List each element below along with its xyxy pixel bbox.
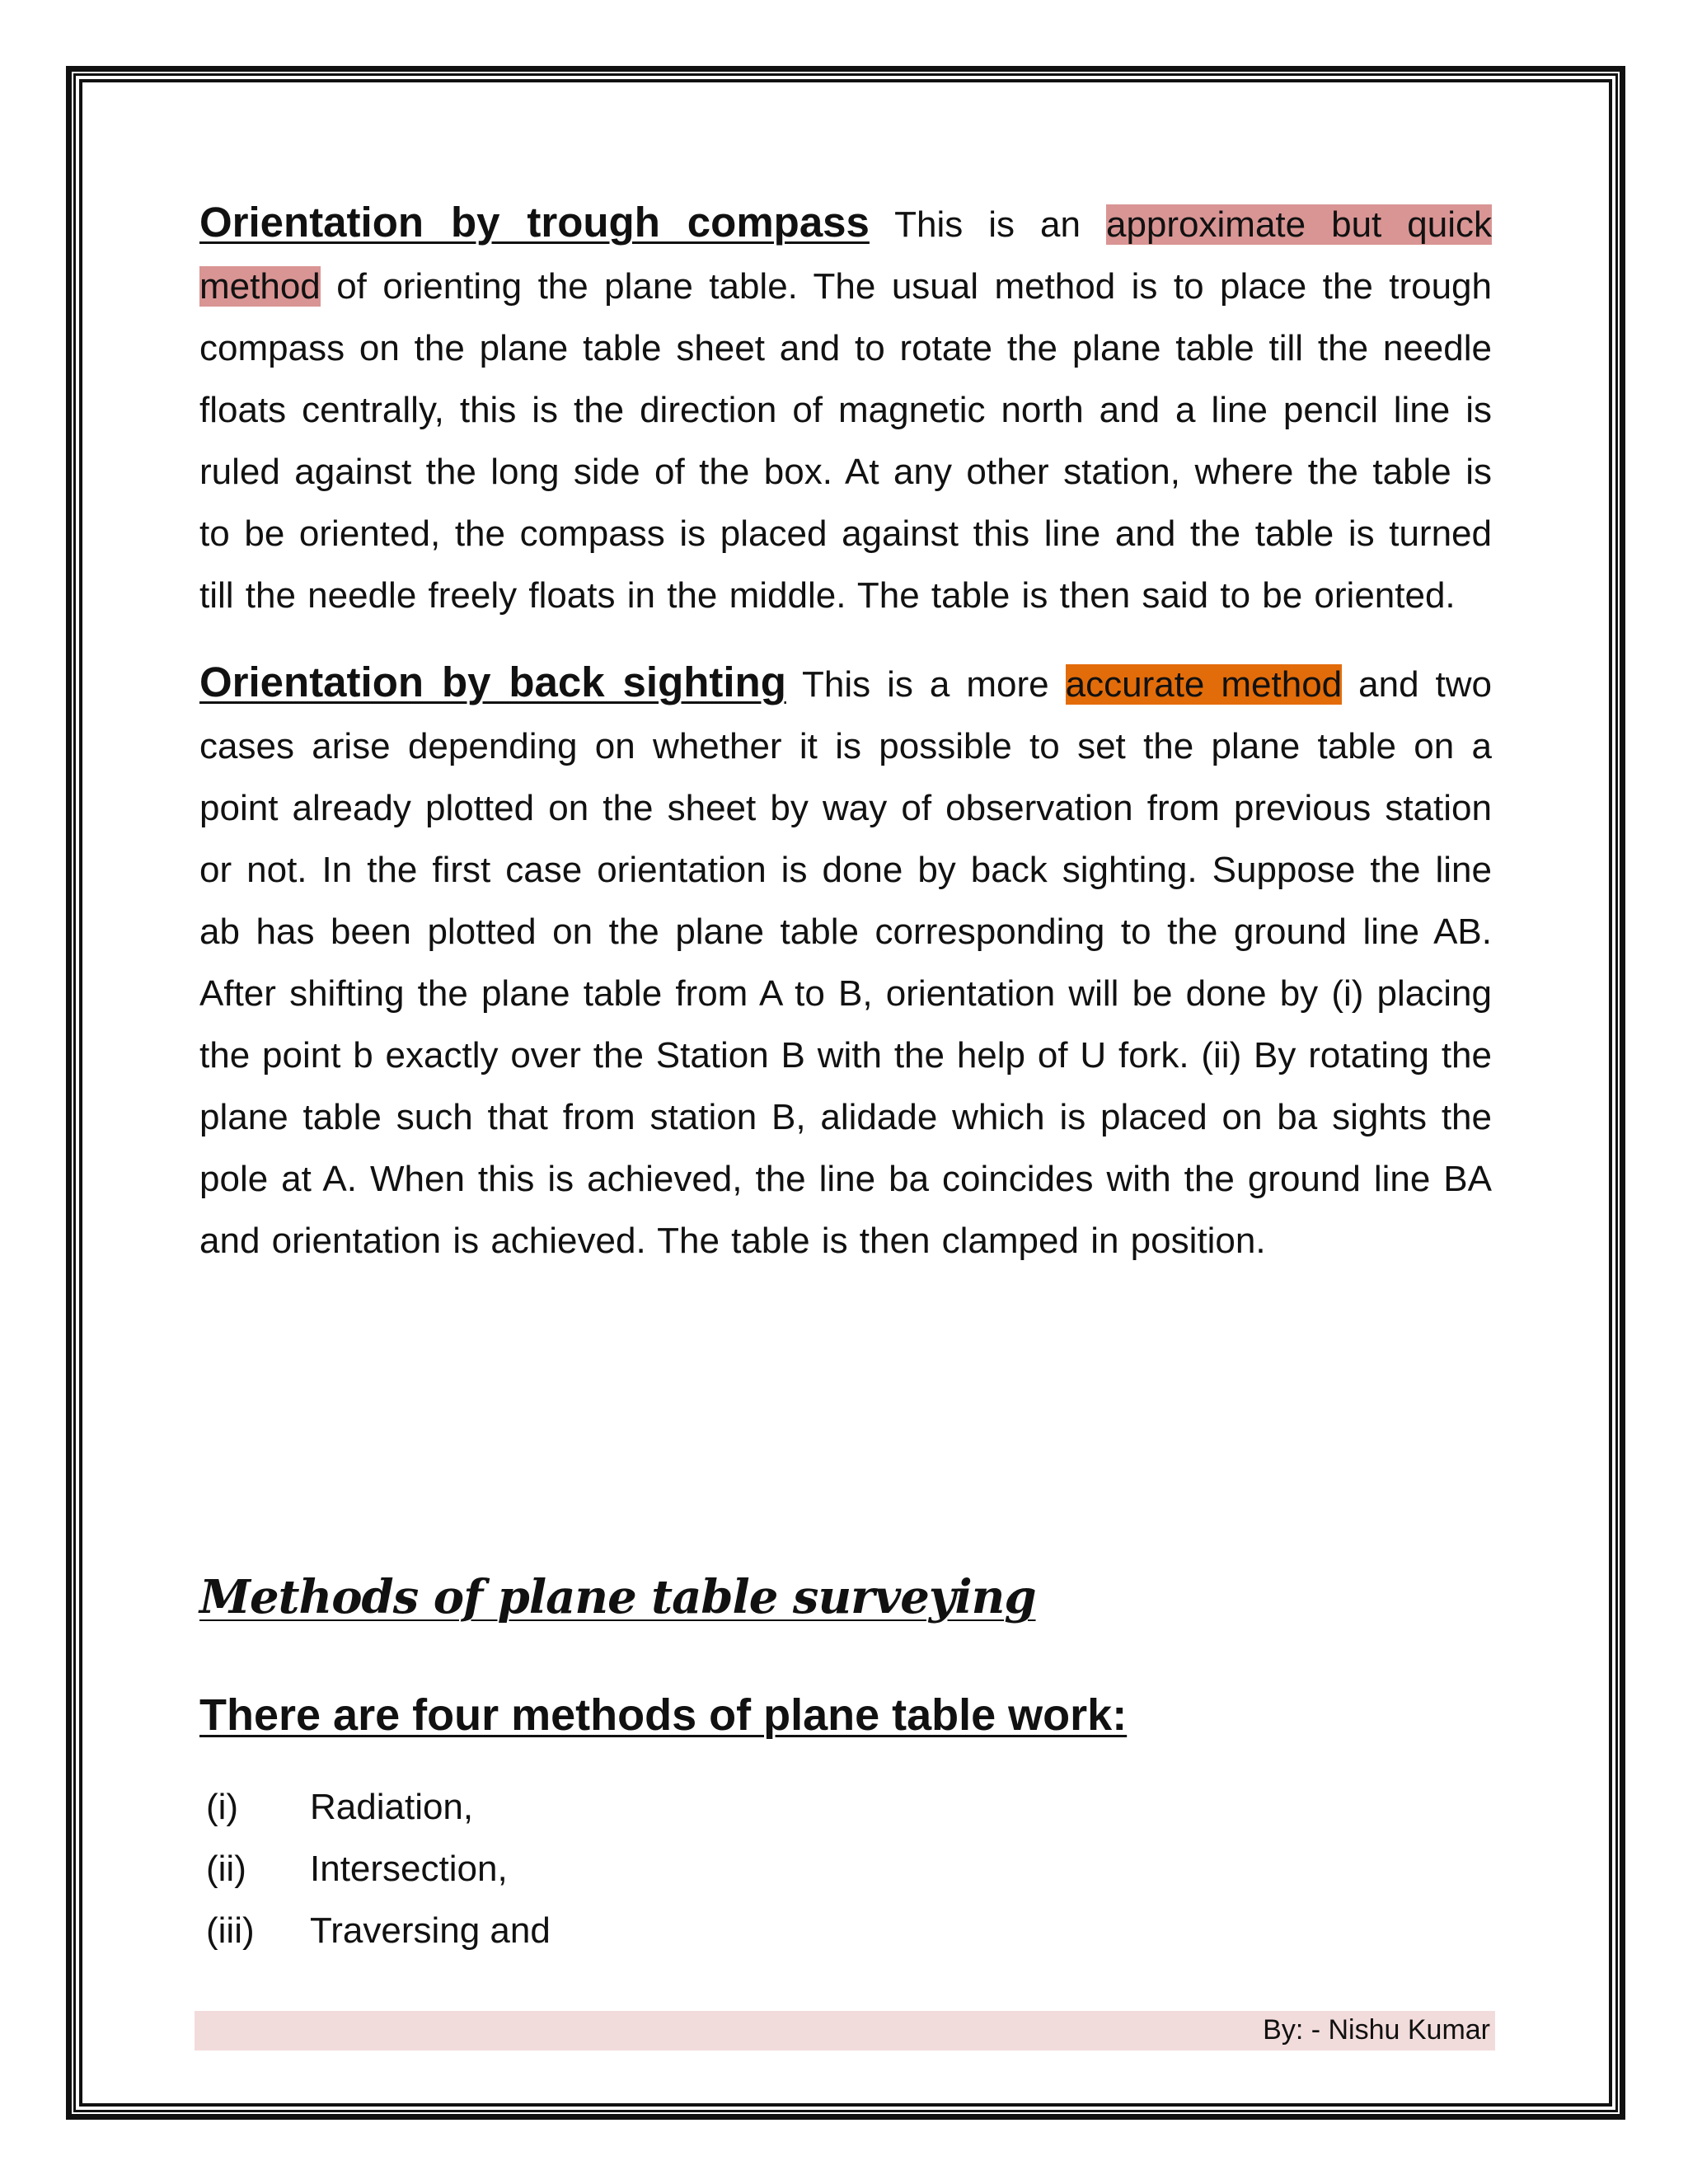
list-item-label: Traversing and	[310, 1910, 551, 1951]
section-subtitle: There are four methods of plane table work:	[199, 1690, 1128, 1740]
footer-bar	[195, 2011, 1495, 2050]
list-item-number: (ii)	[206, 1848, 246, 1889]
highlighted-phrase: accurate method	[1065, 664, 1343, 705]
list-item	[206, 1776, 551, 1838]
methods-list	[206, 1776, 551, 1961]
list-item-number: (iii)	[206, 1910, 255, 1951]
section-title: Methods of plane table surveying	[199, 1570, 1036, 1624]
document-body	[199, 191, 1492, 1272]
paragraph-text: of orienting the plane table. The usual method is to place the trough compass on the plane table sheet and to rotate the plane table till the needle floats centrally, this is the direction of magnetic north and a line pencil line is ruled against the long side of the box. At any other station, where the table is to be oriented, the compass is placed against this line and the table is turned till the needle freely floats in the middle. The table is then said to be oriented.	[199, 266, 1492, 616]
heading-trough-compass: Orientation by trough compass	[199, 199, 870, 246]
paragraph-text: and two cases arise depending on whether it is possible to set the plane table on a point already plotted on the sheet by way of observation from previous station or not. In the first case orientation is done by back sighting. Suppose the line ab has been plotted on the plane table corresponding to the ground line AB. After shifting the plane table from A to B, orientation will be done by (i) placing the point b exactly over the Station B with the help of U fork. (ii) By rotating the plane table such that from station B, alidade which is placed on ba sights the pole at A. When this is achieved, the line ba coincides with the ground line BA and orientation is achieved. The table is then clamped in position.	[199, 664, 1492, 1261]
list-item	[206, 1900, 551, 1961]
paragraph-intro: This is an	[869, 204, 1106, 245]
list-item	[206, 1838, 551, 1900]
heading-back-sighting: Orientation by back sighting	[199, 658, 786, 705]
paragraph-trough-compass	[199, 191, 1492, 626]
paragraph-back-sighting	[199, 651, 1492, 1272]
paragraph-intro: This is a more	[785, 664, 1066, 705]
footer-author: By: - Nishu Kumar	[1263, 2014, 1490, 2046]
highlighted-phrase: approximate but quick method	[199, 204, 1492, 307]
list-item-label: Radiation,	[310, 1786, 474, 1827]
list-item-label: Intersection,	[310, 1848, 508, 1889]
list-item-number: (i)	[206, 1786, 239, 1827]
